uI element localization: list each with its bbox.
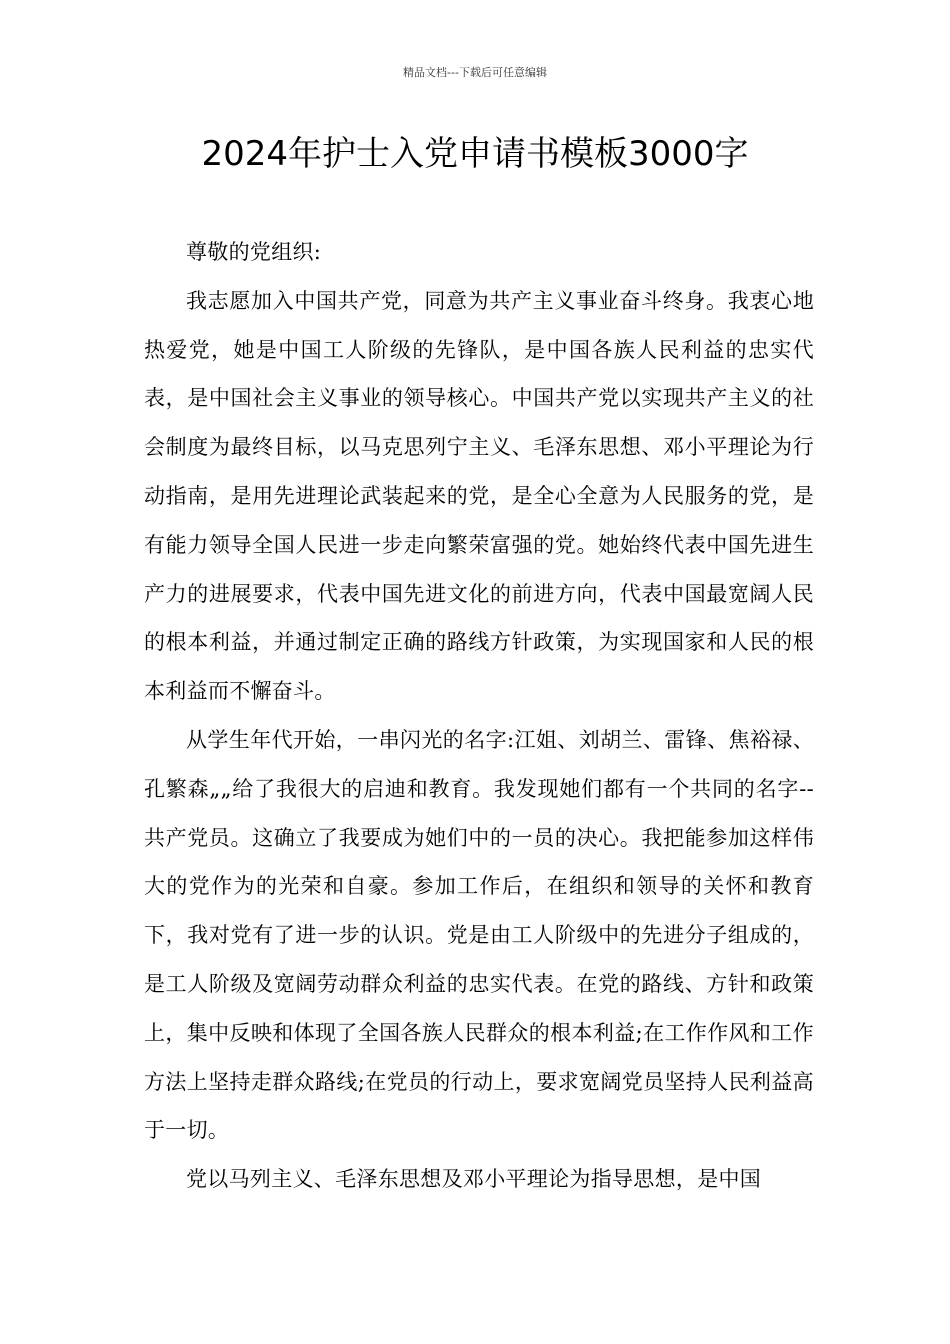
paragraph-3: 党以马列主义、毛泽东思想及邓小平理论为指导思想，是中国 <box>186 1167 762 1192</box>
paragraph-2: 从学生年代开始，一串闪光的名字:江姐、刘胡兰、雷锋、焦裕禄、孔繁森„„给了我很大的启迪和教育。我发现她们都有一个共同的名字--共产党员。这确立了我要成为她们中的一员的决心。我把能参加这样伟大的党作为的光荣和自豪。参加工作后，在组织和领导的关怀和教育下，我对党有了进一步的认识。党是由工人阶级中的先进分子组成的，是工人阶级及宽阔劳动群众利益的忠实代表。在党的路线、方针和政策上，集中反映和体现了全国各族人民群众的根本利益;在工作作风和工作方法上坚持走群众路线;在党员的行动上，要求宽阔党员坚持人民利益高于一切。 <box>144 727 814 1143</box>
document-title: 2024年护士入党申请书模板3000字 <box>201 134 749 174</box>
paragraph-1: 我志愿加入中国共产党，同意为共产主义事业奋斗终身。我衷心地热爱党，她是中国工人阶级的先锋队，是中国各族人民利益的忠实代表，是中国社会主义事业的领导核心。中国共产党以实现共产主义的社会制度为最终目标，以马克思列宁主义、毛泽东思想、邓小平理论为行动指南，是用先进理论武装起来的党，是全心全意为人民服务的党，是有能力领导全国人民进一步走向繁荣富强的党。她始终代表中国先进生产力的进展要求，代表中国先进文化的前进方向，代表中国最宽阔人民的根本利益，并通过制定正确的路线方针政策，为实现国家和人民的根本利益而不懈奋斗。 <box>144 288 814 704</box>
document-body <box>144 228 814 1204</box>
header-note: 精品文档---下载后可任意编辑 <box>403 66 547 79</box>
salutation: 尊敬的党组织: <box>186 240 322 264</box>
